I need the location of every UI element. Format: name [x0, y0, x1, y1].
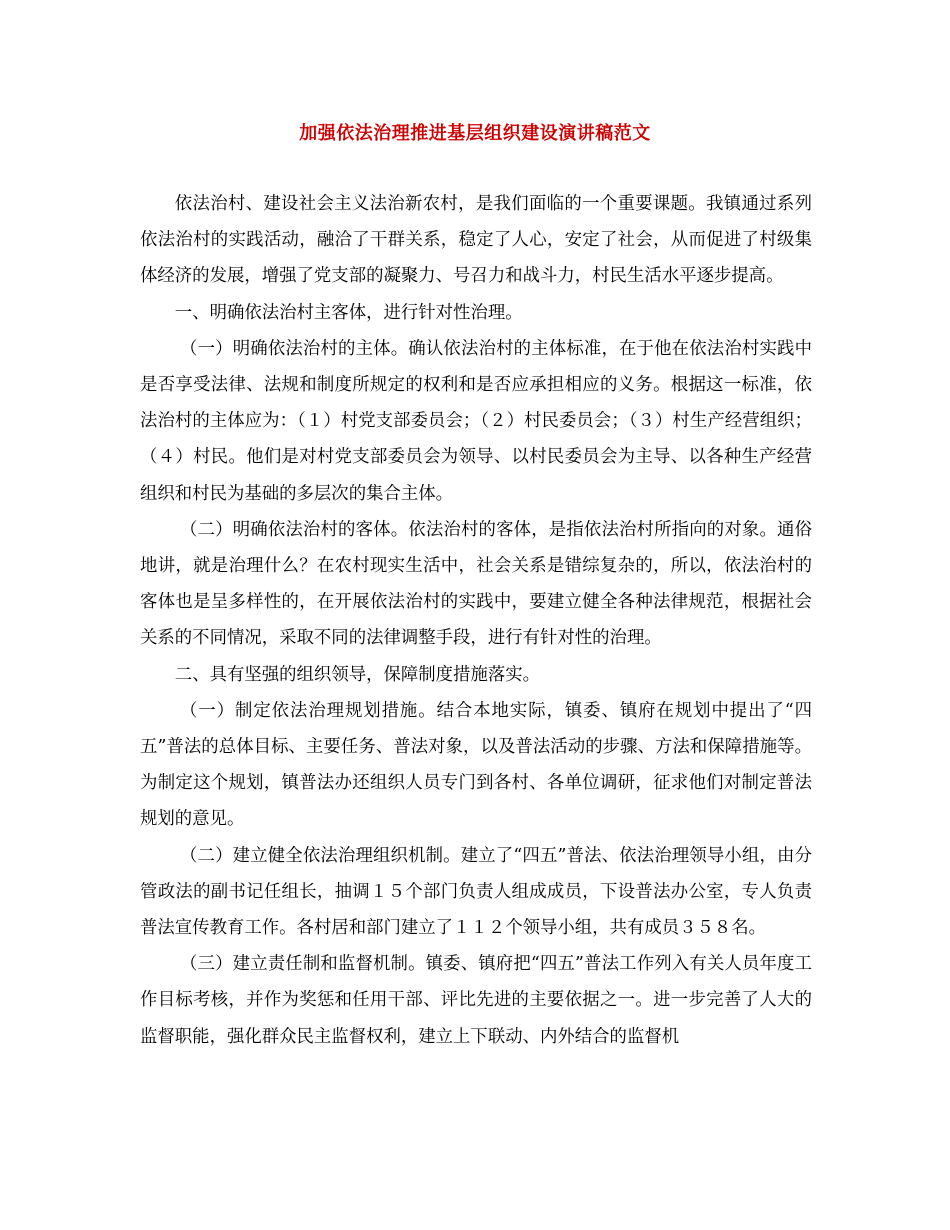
- section-heading-1: 一、明确依法治村主客体，进行针对性治理。: [174, 302, 523, 323]
- section-heading-2: 二、具有坚强的组织领导，保障制度措施落实。: [174, 664, 541, 685]
- document-title: 加强依法治理推进基层组织建设演讲稿范文: [299, 123, 651, 144]
- subsection-2-3: （三）建立责任制和监督机制。镇委、镇府把“四五”普法工作列入有关人员年度工作目标考核，并作为奖惩和任用干部、评比先进的主要依据之一。进一步完善了人大的监督职能，强化群众民主监督权利，建立上下联动、内外结合的监督机: [140, 954, 812, 1047]
- document-body: [140, 186, 812, 1055]
- intro-paragraph: 依法治村、建设社会主义法治新农村，是我们面临的一个重要课题。我镇通过系列依法治村的实践活动，融洽了干群关系，稳定了人心，安定了社会，从而促进了村级集体经济的发展，增强了党支部的凝聚力、号召力和战斗力，村民生活水平逐步提高。: [140, 194, 812, 287]
- subsection-1-2: （二）明确依法治村的客体。依法治村的客体，是指依法治村所指向的对象。通俗地讲，就是治理什么？在农村现实生活中，社会关系是错综复杂的，所以，依法治村的客体也是呈多样性的，在开展依法治村的实践中，要建立健全各种法律规范，根据社会关系的不同情况，采取不同的法律调整手段，进行有针对性的治理。: [140, 519, 812, 649]
- subsection-2-2: （二）建立健全依法治理组织机制。建立了“四五”普法、依法治理领导小组，由分管政法的副书记任组长，抽调１５个部门负责人组成成员，下设普法办公室，专人负责普法宣传教育工作。各村居和部门建立了１１２个领导小组，共有成员３５８名。: [140, 845, 812, 939]
- subsection-1-1: （一）明确依法治村的主体。确认依法治村的主体标准，在于他在依法治村实践中是否享受法律、法规和制度所规定的权利和是否应承担相应的义务。根据这一标准，依法治村的主体应为：（１）村党支部委员会；（２）村民委员会；（３）村生产经营组织；（４）村民。他们是对村党支部委员会为领导、以村民委员会为主导、以各种生产经营组织和村民为基础的多层次的集合主体。: [140, 338, 812, 504]
- subsection-2-1: （一）制定依法治理规划措施。结合本地实际，镇委、镇府在规划中提出了“四五”普法的总体目标、主要任务、普法对象，以及普法活动的步骤、方法和保障措施等。为制定这个规划，镇普法办还组织人员专门到各村、各单位调研，征求他们对制定普法规划的意见。: [140, 700, 812, 830]
